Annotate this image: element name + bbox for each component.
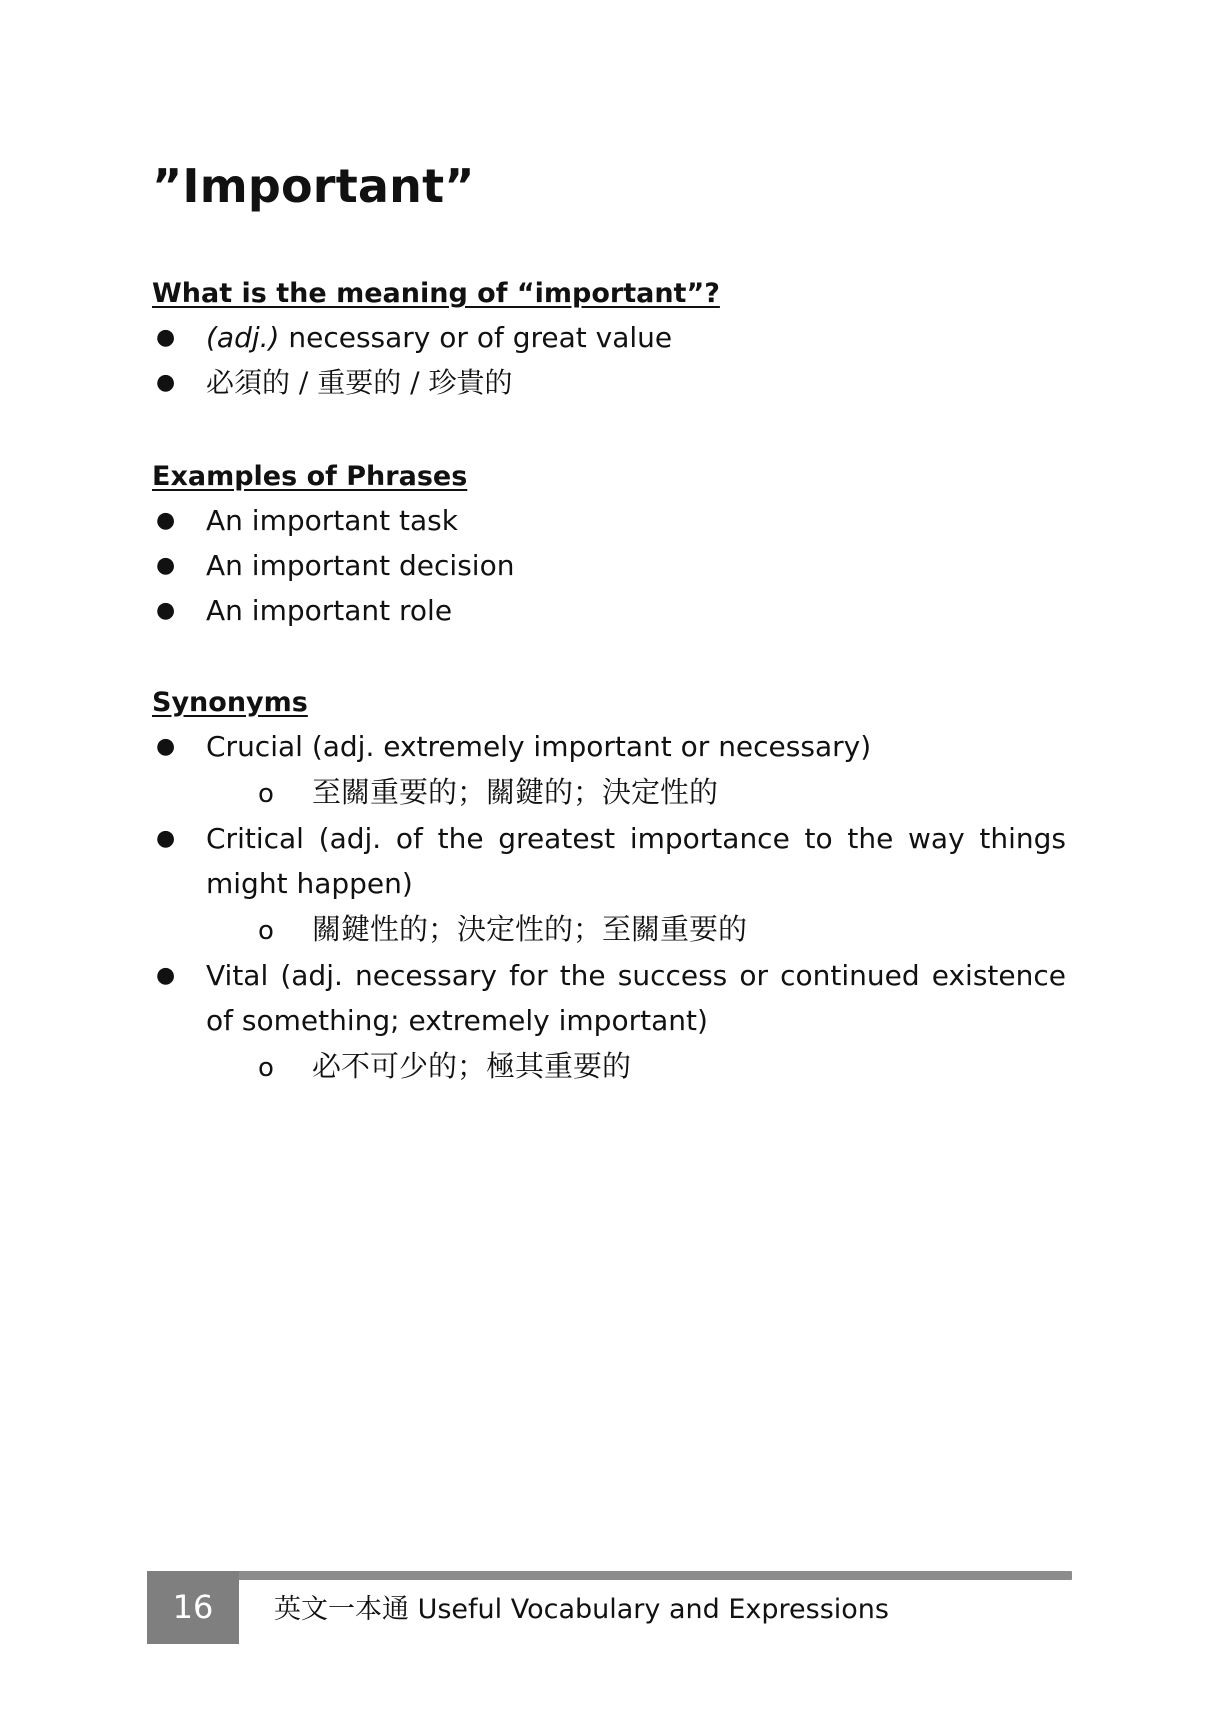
bullet-icon: ● bbox=[156, 508, 176, 533]
phrase-text: An important task bbox=[206, 504, 458, 537]
list-item bbox=[152, 724, 1066, 816]
sub-list-item bbox=[206, 769, 1066, 816]
sub-list bbox=[206, 906, 1066, 953]
meaning-heading: What is the meaning of “important”? bbox=[152, 278, 720, 309]
list-item bbox=[152, 816, 1066, 953]
sub-list-item bbox=[206, 906, 1066, 953]
bullet-icon: ● bbox=[156, 598, 176, 623]
synonym-translation: 關鍵性的；決定性的；至關重要的 bbox=[312, 912, 748, 946]
phrase-text: An important role bbox=[206, 594, 453, 627]
list-item bbox=[152, 315, 1072, 360]
list-item bbox=[152, 543, 1072, 588]
synonym-text: Vital (adj. necessary for the success or continued existence of something; extremely important) bbox=[206, 959, 1066, 1037]
definition-text: necessary or of great value bbox=[279, 321, 673, 354]
bullet-icon: ● bbox=[156, 325, 176, 350]
phrases-heading: Examples of Phrases bbox=[152, 461, 468, 492]
circle-bullet-icon: o bbox=[258, 916, 274, 946]
synonyms-heading: Synonyms bbox=[152, 687, 308, 718]
page-number: 16 bbox=[147, 1571, 239, 1644]
phrases-list bbox=[152, 498, 1072, 633]
sub-list bbox=[206, 1043, 1066, 1090]
phrase-text: An important decision bbox=[206, 549, 515, 582]
synonym-text: Crucial (adj. extremely important or necessary) bbox=[206, 730, 872, 763]
synonyms-list bbox=[152, 724, 1066, 1090]
meaning-list bbox=[152, 315, 1072, 405]
bullet-icon: ● bbox=[156, 734, 176, 759]
synonym-translation: 至關重要的；關鍵的；決定性的 bbox=[312, 775, 719, 809]
list-item bbox=[152, 360, 1072, 405]
bullet-icon: ● bbox=[156, 370, 176, 395]
bullet-icon: ● bbox=[156, 963, 176, 988]
sub-list bbox=[206, 769, 1066, 816]
page-title: ”Important” bbox=[152, 159, 475, 213]
list-item bbox=[152, 953, 1066, 1090]
part-of-speech: (adj.) bbox=[206, 321, 280, 354]
bullet-icon: ● bbox=[156, 826, 176, 851]
circle-bullet-icon: o bbox=[258, 779, 274, 809]
footer-book-title: 英文一本通 Useful Vocabulary and Expressions bbox=[274, 1594, 889, 1625]
footer-rule bbox=[147, 1571, 1072, 1580]
meaning-definition bbox=[206, 315, 1072, 360]
bullet-icon: ● bbox=[156, 553, 176, 578]
synonym-translation: 必不可少的；極其重要的 bbox=[312, 1049, 632, 1083]
circle-bullet-icon: o bbox=[258, 1053, 274, 1083]
sub-list-item bbox=[206, 1043, 1066, 1090]
list-item bbox=[152, 498, 1072, 543]
meaning-translation: 必須的 / 重要的 / 珍貴的 bbox=[206, 366, 513, 399]
synonym-text: Critical (adj. of the greatest importance to the way things might happen) bbox=[206, 822, 1066, 900]
list-item bbox=[152, 588, 1072, 633]
